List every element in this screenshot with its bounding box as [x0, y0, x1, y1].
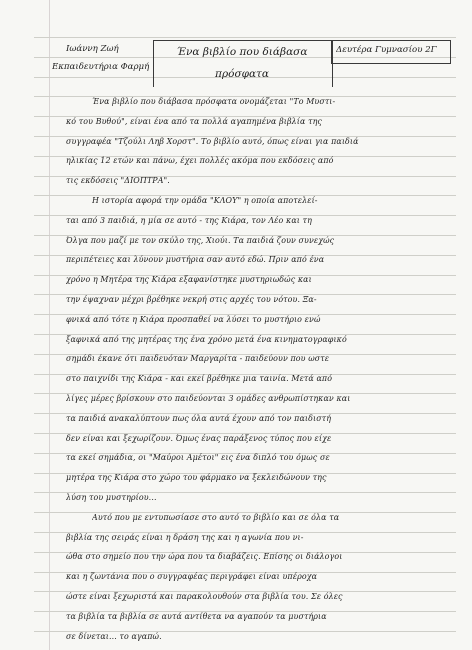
handwritten-line: σημάδι έκανε ότι παιδευόταν Μαργαρίτα - παιδεύουν που ωστε: [66, 354, 330, 363]
handwritten-line: Αυτό που με εντυπωσίασε στο αυτό το βιβλίο και σε όλα τα: [92, 513, 340, 522]
essay-title: Ένα βιβλίο που διάβασα: [176, 46, 308, 58]
handwritten-line: και η ζωντάνια που ο συγγραφέας περιγράφει είναι υπέροχα: [66, 572, 318, 581]
handwritten-line: συγγραφέα "Τζούλι Ληβ Χορστ". Το βιβλίο αυτό, όπως είναι για παιδιά: [66, 137, 359, 146]
handwritten-line: λύση του μυστηρίου...: [66, 493, 157, 502]
handwritten-line: σε δίνεται... το αγαπώ.: [66, 632, 162, 641]
handwritten-line: λίγες μέρες βρίσκουν στο παιδεύονται 3 ομάδες ανθρωπίστηκαν και: [66, 394, 351, 403]
handwritten-line: τις εκδόσεις "ΔΙΟΠΤΡΑ".: [66, 176, 170, 185]
handwritten-line: στο παιχνίδι της Κιάρα - και εκεί βρέθηκε μια ταινία. Μετά από: [66, 374, 333, 383]
handwritten-line: κό του Βυθού", είναι ένα από τα πολλά αγαπημένα βιβλία της: [66, 117, 322, 126]
handwritten-line: ται από 3 παιδιά, η μία σε αυτό - της Κιάρα, τον Λέο και τη: [66, 216, 312, 225]
handwritten-line: δεν είναι και ξεχωρίζουν. Όμως ένας παράξενος τύπος που είχε: [66, 434, 332, 443]
handwritten-line: ώθα στο σημείο που την ώρα που τα διαβάζεις. Επίσης οι διάλογοι: [66, 552, 343, 561]
ruled-line: [34, 37, 456, 38]
author-name: Ιωάννη Ζωή: [66, 44, 119, 54]
handwritten-line: φνικά από τότε η Κιάρα προσπαθεί να λύσει το μυστήριο ενώ: [66, 315, 321, 324]
handwritten-line: μητέρα της Κιάρα στο χώρο του φάρμακο να ξεκλειδώνουν της: [66, 473, 327, 482]
handwritten-line: τα βιβλία τα βιβλία σε αυτά αντίθετα να αγαπούν τα μυστήρια: [66, 612, 327, 621]
handwritten-line: ηλικίας 12 ετών και πάνω, έχει πολλές ακόμα που εκδόσεις από: [66, 156, 334, 165]
handwritten-line: Όλγα που μαζί με τον σκύλο της, Χιούι. Τα παιδιά ζουν συνεχώς: [66, 236, 335, 245]
handwritten-line: ώστε είναι ξεχωριστά και παρακολουθούν στα βιβλία του. Σε όλες: [66, 592, 343, 601]
handwritten-line: τα εκεί σημάδια, οι "Μαύροι Αμέτοι" εις ένα διπλό του όμως σε: [66, 453, 330, 462]
class-label: Δευτέρα Γυμνασίου 2Γ: [336, 45, 437, 55]
essay-title-continued: πρόσφατα: [215, 68, 269, 80]
handwritten-line: περιπέτειες και λύνουν μυστήρια σαν αυτό εδώ. Πριν από ένα: [66, 255, 325, 264]
handwritten-line: Η ιστορία αφορά την ομάδα "ΚΛΟΥ" η οποία αποτελεί-: [92, 196, 318, 205]
handwritten-line: Ένα βιβλίο που διάβασα πρόσφατα ονομάζεται "Το Μυστι-: [92, 97, 336, 106]
author-school: Εκπαιδευτήρια Φαρμή: [52, 62, 150, 72]
handwritten-line: την έψαχναν μέχρι βρέθηκε νεκρή στις αρχές του νότου. Ξα-: [66, 295, 317, 304]
handwritten-line: ξαφνικά από της μητέρας της ένα χρόνο μετά ένα κινηματογραφικό: [66, 335, 347, 344]
handwritten-line: βιβλία της σειράς είναι η δράση της και η αγωνία που νι-: [66, 533, 304, 542]
handwritten-line: χρόνο η Μητέρα της Κιάρα εξαφανίστηκε μυστηριωδώς και: [66, 275, 312, 284]
handwritten-line: τα παιδιά ανακαλύπτουν πως όλα αυτά έχουν από τον παιδιστή: [66, 414, 332, 423]
